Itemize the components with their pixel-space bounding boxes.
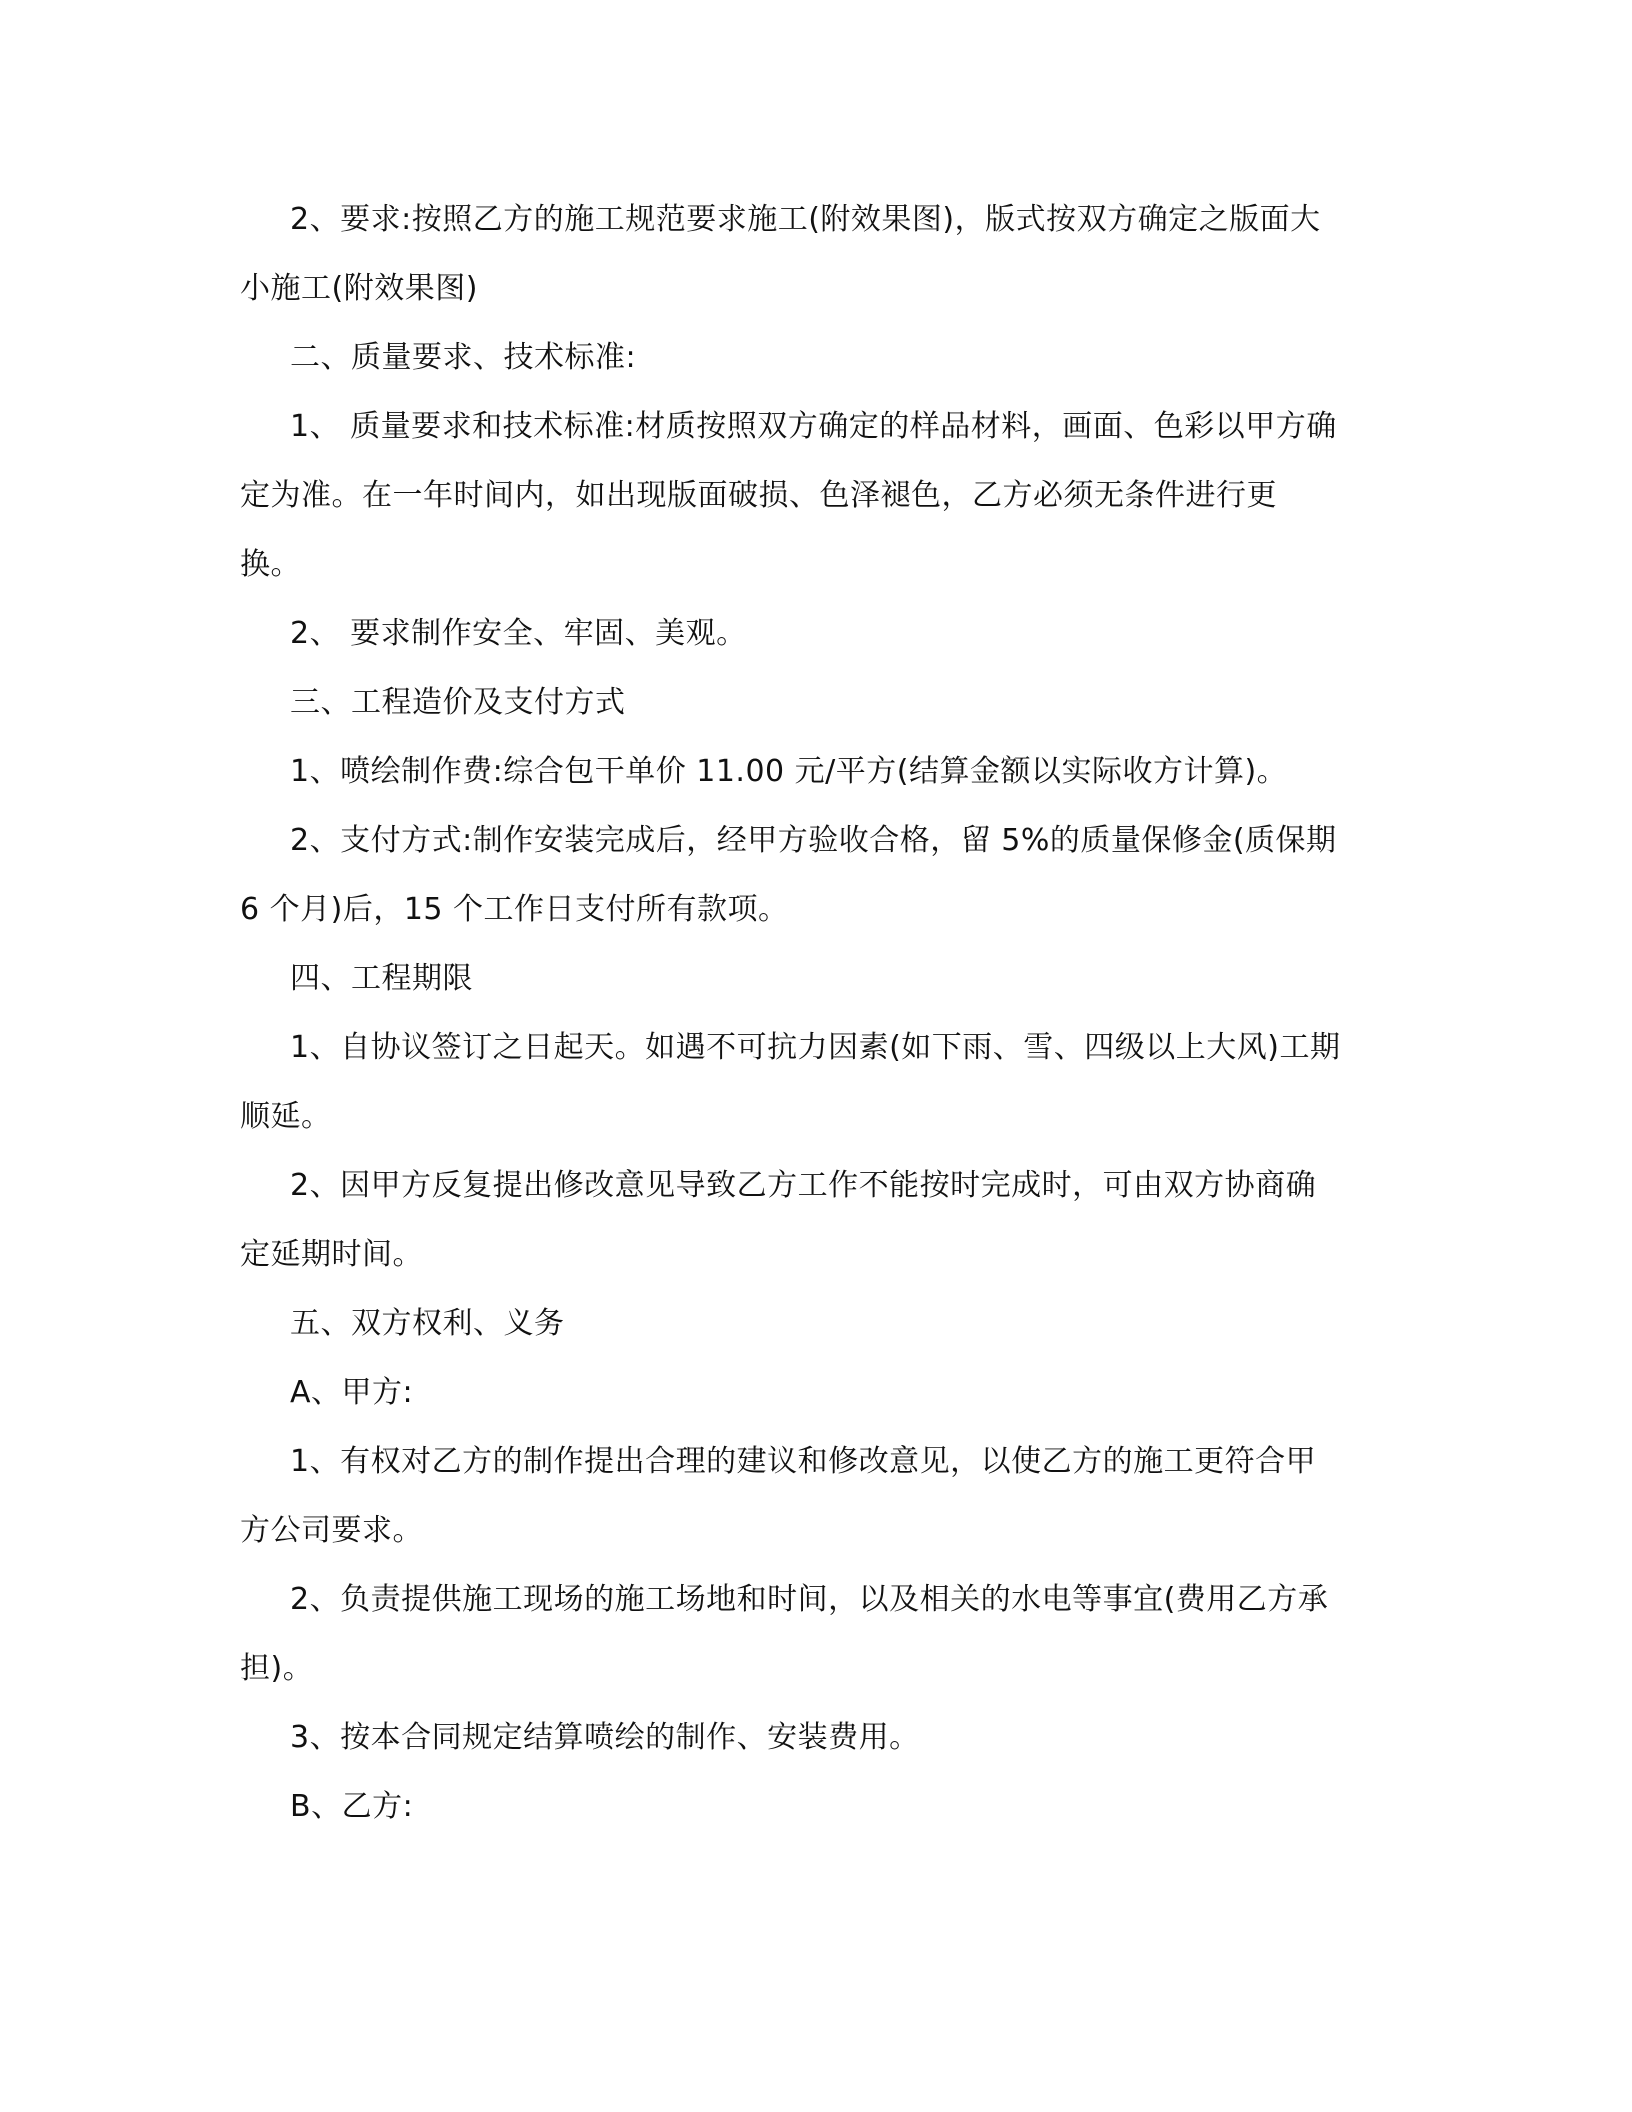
section-heading: 二、质量要求、技术标准: (290, 340, 637, 375)
paragraph-line: 方公司要求。 (240, 1513, 423, 1548)
paragraph-line: 2、 要求制作安全、牢固、美观。 (290, 616, 747, 651)
subsection-heading: B、乙方: (290, 1789, 414, 1824)
paragraph-line: 2、要求:按照乙方的施工规范要求施工(附效果图)，版式按双方确定之版面大 (290, 202, 1321, 237)
paragraph-line: 担)。 (240, 1651, 314, 1686)
paragraph-line: 6 个月)后，15 个工作日支付所有款项。 (240, 892, 789, 927)
paragraph-line: 2、因甲方反复提出修改意见导致乙方工作不能按时完成时，可由双方协商确 (290, 1168, 1317, 1203)
subsection-heading: A、甲方: (290, 1375, 414, 1410)
section-heading: 三、工程造价及支付方式 (290, 685, 626, 720)
paragraph-line: 2、负责提供施工现场的施工场地和时间，以及相关的水电等事宜(费用乙方承 (290, 1582, 1329, 1617)
paragraph-line: 顺延。 (240, 1099, 332, 1134)
paragraph-line: 1、喷绘制作费:综合包干单价 11.00 元/平方(结算金额以实际收方计算)。 (290, 754, 1288, 789)
paragraph-line: 小施工(附效果图) (240, 271, 478, 306)
paragraph-line: 1、有权对乙方的制作提出合理的建议和修改意见，以使乙方的施工更符合甲 (290, 1444, 1317, 1479)
section-heading: 四、工程期限 (290, 961, 473, 996)
paragraph-line: 1、 质量要求和技术标准:材质按照双方确定的样品材料，画面、色彩以甲方确 (290, 409, 1337, 444)
paragraph-line: 定延期时间。 (240, 1237, 423, 1272)
paragraph-line: 换。 (240, 547, 301, 582)
paragraph-line: 1、自协议签订之日起天。如遇不可抗力因素(如下雨、雪、四级以上大风)工期 (290, 1030, 1341, 1065)
paragraph-line: 2、支付方式:制作安装完成后，经甲方验收合格，留 5%的质量保修金(质保期 (290, 823, 1337, 858)
paragraph-line: 定为准。在一年时间内，如出现版面破损、色泽褪色，乙方必须无条件进行更 (240, 478, 1277, 513)
paragraph-line: 3、按本合同规定结算喷绘的制作、安装费用。 (290, 1720, 920, 1755)
section-heading: 五、双方权利、义务 (290, 1306, 565, 1341)
